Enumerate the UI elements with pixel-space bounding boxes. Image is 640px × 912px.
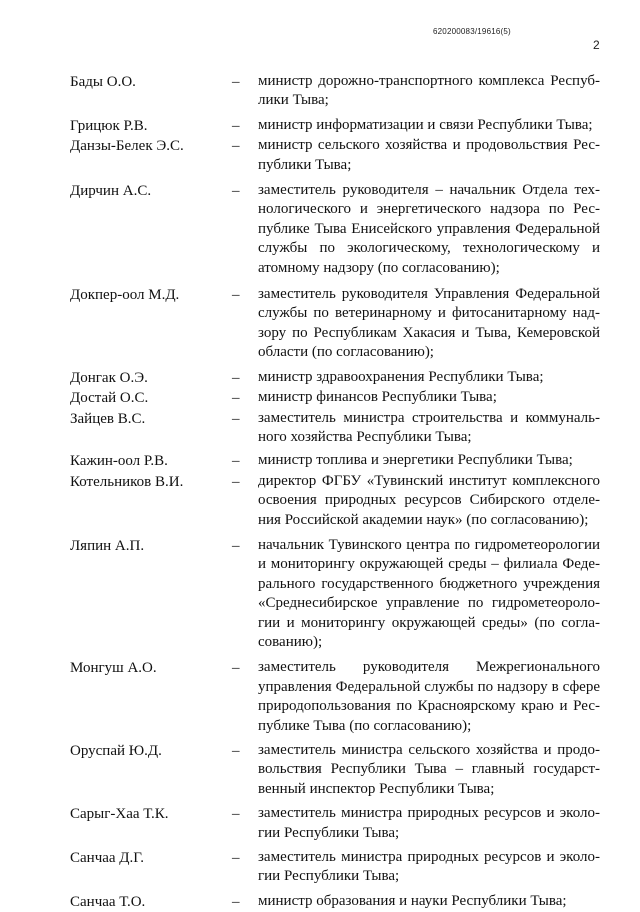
member-name: Санчаа Д.Г. xyxy=(70,850,145,867)
list-item xyxy=(0,285,640,363)
member-name: Грицюк Р.В. xyxy=(70,117,148,134)
member-name: Донгак О.Э. xyxy=(70,369,148,386)
dash: – xyxy=(232,183,240,200)
member-name: Монгуш А.О. xyxy=(70,660,157,677)
dash: – xyxy=(232,473,240,490)
member-name: Зайцев В.С. xyxy=(70,410,146,427)
member-position: министр образования и науки Республики Тыва; xyxy=(258,892,567,909)
dash: – xyxy=(232,850,240,867)
dash: – xyxy=(232,893,240,910)
members-list xyxy=(0,72,640,911)
member-position: заместитель министра природных ресурсов и эколо-гии Республики Тыва; xyxy=(258,805,600,841)
member-name: Дирчин А.С. xyxy=(70,183,152,200)
member-name: Котельников В.И. xyxy=(70,473,184,490)
member-name: Сарыг-Хаа Т.К. xyxy=(70,806,169,823)
dash: – xyxy=(232,537,240,554)
member-position: начальник Тувинского центра по гидрометеорологии и мониторингу окружающей среды – филиала Феде-рального государственного бюджетного учреждения «Среднесибирское управление по гидрометеороло-гии и мониторингу окружающей среды» (по согла-сованию); xyxy=(258,536,600,650)
member-name: Бады О.О. xyxy=(70,74,136,90)
member-position: министр сельского хозяйства и продовольствия Рес-публики Тыва; xyxy=(258,137,600,173)
list-item xyxy=(0,536,640,652)
dash: – xyxy=(232,369,240,386)
member-position: министр информатизации и связи Республики Тыва; xyxy=(258,116,593,133)
list-item xyxy=(0,472,640,530)
member-name: Докпер-оол М.Д. xyxy=(70,287,180,304)
list-item xyxy=(0,804,640,843)
member-position: министр финансов Республики Тыва; xyxy=(258,389,497,406)
page-number: 2 xyxy=(593,38,600,52)
dash: – xyxy=(232,287,240,304)
member-name: Данзы-Белек Э.С. xyxy=(70,138,184,155)
list-item xyxy=(0,892,640,911)
list-item xyxy=(0,741,640,799)
dash: – xyxy=(232,138,240,155)
list-item xyxy=(0,116,640,135)
dash: – xyxy=(232,453,240,470)
dash: – xyxy=(232,117,240,134)
list-item xyxy=(0,181,640,278)
list-item xyxy=(0,409,640,448)
list-item xyxy=(0,848,640,887)
list-item xyxy=(0,388,640,407)
member-name: Ляпин А.П. xyxy=(70,537,145,554)
member-position: министр топлива и энергетики Республики Тыва; xyxy=(258,452,573,469)
list-item xyxy=(0,658,640,736)
member-name: Санчаа Т.О. xyxy=(70,893,146,910)
dash: – xyxy=(232,660,240,677)
member-position: заместитель министра строительства и коммуналь-ного хозяйства Республики Тыва; xyxy=(258,409,600,445)
dash: – xyxy=(232,743,240,759)
dash: – xyxy=(232,410,240,427)
dash: – xyxy=(232,74,240,90)
member-name: Оруспай Ю.Д. xyxy=(70,743,162,759)
member-position: заместитель министра сельского хозяйства и продо-вольствия Республики Тыва – главный государст-венный инспектор Республики Тыва; xyxy=(258,742,600,797)
member-position: министр здравоохранения Республики Тыва; xyxy=(258,368,544,385)
member-position: министр дорожно-транспортного комплекса Респуб-лики Тыва; xyxy=(258,73,600,109)
member-position: заместитель руководителя – начальник Отдела тех-нологического и энергетического надзора по Рес-публике Тыва Енисейского управления Федеральной службы по экологическому, технологическому и атомному надзору (по согласованию); xyxy=(258,182,600,276)
dash: – xyxy=(232,806,240,823)
document-code: 620200083/19616(5) xyxy=(433,27,511,36)
member-position: заместитель руководителя Управления Федеральной службы по ветеринарному и фитосанитарному над-зору по Республикам Хакасия и Тыва, Кемеровской области (по согласованию); xyxy=(258,286,600,361)
member-position: заместитель министра природных ресурсов и эколо-гии Республики Тыва; xyxy=(258,849,600,885)
member-position: заместитель руководителя Межрегионального управления Федеральной службы по надзору в сфере природопользования по Красноярскому краю и Рес-публике Тыва (по согласованию); xyxy=(258,659,600,734)
list-item xyxy=(0,72,640,111)
list-item xyxy=(0,451,640,470)
dash: – xyxy=(232,390,240,407)
member-name: Достай О.С. xyxy=(70,390,149,407)
member-name: Кажин-оол Р.В. xyxy=(70,453,168,470)
member-position: директор ФГБУ «Тувинский институт комплексного освоения природных ресурсов Сибирского отделе-ния Российской академии наук» (по согласованию); xyxy=(258,472,600,528)
list-item xyxy=(0,136,640,175)
list-item xyxy=(0,368,640,387)
